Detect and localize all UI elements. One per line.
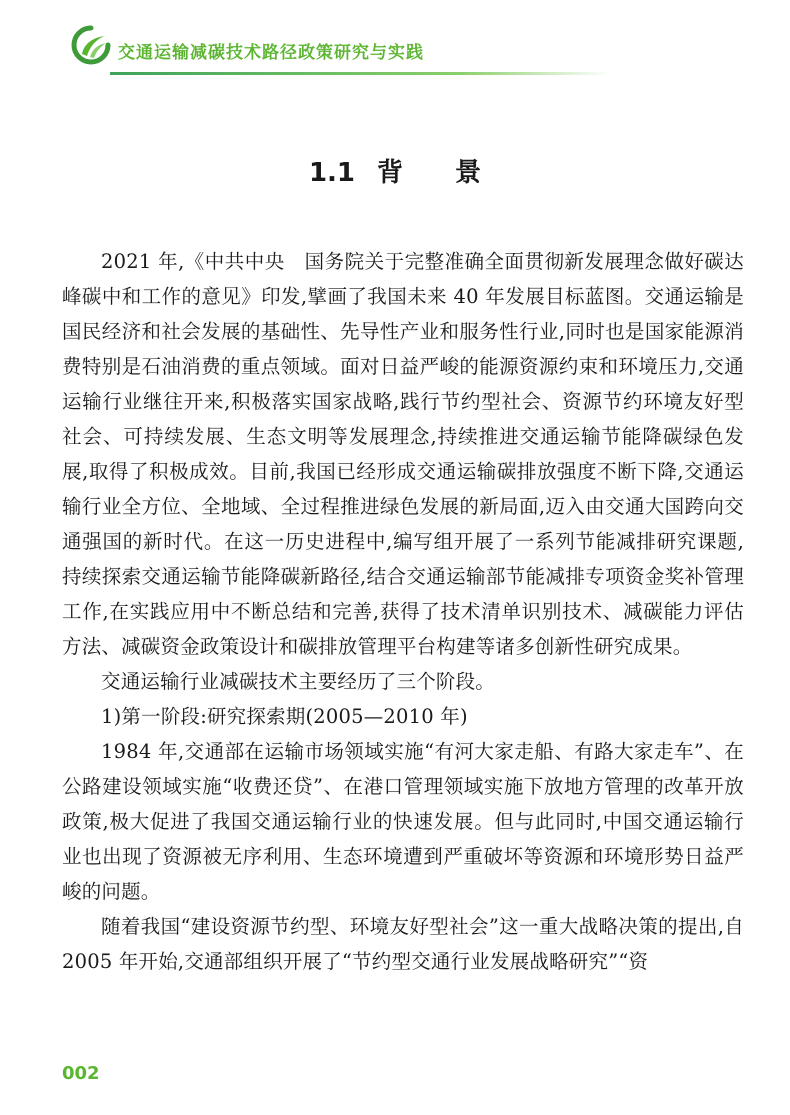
section-title-char-1: 背 — [377, 158, 404, 188]
section-number: 1.1 — [308, 158, 356, 188]
section-title-char-2: 景 — [455, 158, 482, 188]
body-text — [62, 244, 744, 979]
header-title: 交通运输减碳技术路径政策研究与实践 — [118, 43, 424, 63]
section-heading — [0, 152, 790, 189]
paragraph: 1)第一阶段:研究探索期(2005—2010 年) — [101, 705, 468, 728]
page-number: 002 — [62, 1063, 100, 1084]
paragraph: 1984 年,交通部在运输市场领域实施“有河大家走船、有路大家走车”、在公路建设领域实施“收费还贷”、在港口管理领域实施下放地方管理的改革开放政策,极大促进了我国交通运输行业的快速发展。但与此同时,中国交通运输行业也出现了资源被无序利用、生态环境遭到严重破坏等资源和环境形势日益严峻的问题。 — [62, 740, 744, 903]
paragraph: 交通运输行业减碳技术主要经历了三个阶段。 — [101, 670, 496, 693]
paragraph: 随着我国“建设资源节约型、环境友好型社会”这一重大战略决策的提出,自 2005 年开始,交通部组织开展了“节约型交通行业发展战略研究”“资 — [62, 915, 744, 973]
paragraph: 2021 年,《中共中央 国务院关于完整准确全面贯彻新发展理念做好碳达峰碳中和工作的意见》印发,擘画了我国未来 40 年发展目标蓝图。交通运输是国民经济和社会发展的基础性、先导性产业和服务性行业,同时也是国家能源消费特别是石油消费的重点领域。面对日益严峻的能源资源约束和环境压力,交通运输行业继往开来,积极落实国家战略,践行节约型社会、资源节约环境友好型社会、可持续发展、生态文明等发展理念,持续推进交通运输节能降碳绿色发展,取得了积极成效。目前,我国已经形成交通运输碳排放强度不断下降,交通运输行业全方位、全地域、全过程推进绿色发展的新局面,迈入由交通大国跨向交通强国的新时代。在这一历史进程中,编写组开展了一系列节能减排研究课题,持续探索交通运输节能降碳新路径,结合交通运输部节能减排专项资金奖补管理工作,在实践应用中不断总结和完善,获得了技术清单识别技术、减碳能力评估方法、减碳资金政策设计和碳排放管理平台构建等诸多创新性研究成果。 — [62, 250, 744, 658]
running-header — [70, 24, 720, 76]
header-rule — [110, 72, 610, 75]
green-swoosh-logo-icon — [70, 24, 112, 66]
